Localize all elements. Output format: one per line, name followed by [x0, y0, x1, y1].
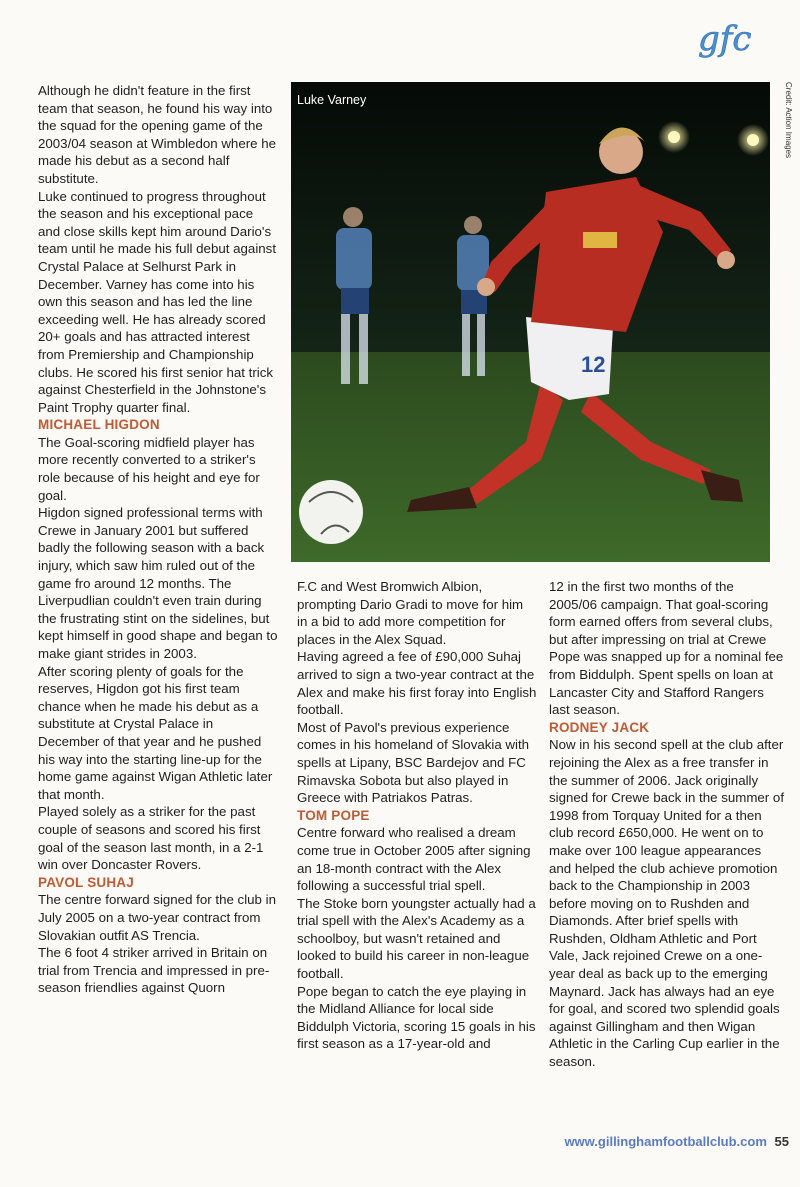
section-heading-tom-pope: TOM POPE	[297, 807, 370, 823]
section-heading-michael-higdon: MICHAEL HIGDON	[38, 417, 160, 433]
svg-text:gfc: gfc	[698, 19, 752, 59]
player-photo	[291, 82, 770, 562]
article-column-3	[549, 578, 784, 1071]
paragraph: The Goal-scoring midfield player has more recently converted to a striker's role because of his height and eye for goal.	[38, 434, 260, 503]
paragraph: Luke continued to progress throughout the season and his exceptional pace and close skills kept him around Dario's team until he made his full debut against Crystal Palace at Selhurst Park in December. Varney has come into his own this season and has led the line exceeding well. He has already scored 20+ goals and has attracted interest from Premiership and Championship clubs. He scored his first senior hat trick against Chesterfield in the Johnstone's Paint Trophy quarter final.	[38, 188, 277, 415]
section-heading-pavol-suhaj: PAVOL SUHAJ	[38, 874, 134, 890]
page-number: 55	[774, 1134, 789, 1149]
paragraph: Most of Pavol's previous experience comes in his homeland of Slovakia with spells at Lipany, BSC Bardejov and FC Rimavska Sobota but also played in Greece with Patriakos Patras.	[297, 719, 530, 806]
club-logo	[694, 14, 778, 62]
paragraph: F.C and West Bromwich Albion, prompting Dario Gradi to move for him in a bid to add more competition for places in the Alex Squad.	[297, 579, 524, 647]
paragraph: After scoring plenty of goals for the reserves, Higdon got his first team chance when he made his debut as a substitute at Crystal Palace in December of that year and he pushed his way into the starting line-up for the home game against Wigan Athletic later that month.	[38, 663, 273, 802]
paragraph: Having agreed a fee of £90,000 Suhaj arrived to sign a two-year contract at the Alex and make his first foray into English football.	[297, 649, 537, 718]
article-column-2	[297, 578, 537, 1053]
paragraph: Played solely as a striker for the past couple of seasons and scored his first goal of the season last month, in a 2-1 win over Doncaster Rovers.	[38, 804, 264, 873]
paragraph: The centre forward signed for the club in July 2005 on a two-year contract from Slovakian outfit AS Trencia.	[38, 892, 276, 943]
article-column-1	[38, 82, 278, 997]
footer-url: www.gillinghamfootballclub.com	[564, 1134, 767, 1149]
paragraph: Although he didn't feature in the first team that season, he found his way into the squad for the opening game of the 2003/04 season at Wimbledon where he made his debut as a second half substitute.	[38, 83, 277, 186]
paragraph: The 6 foot 4 striker arrived in Britain on trial from Trencia and impressed in pre-season friendlies against Quorn	[38, 945, 270, 996]
section-heading-rodney-jack: RODNEY JACK	[549, 719, 650, 735]
paragraph: Now in his second spell at the club after rejoining the Alex as a free transfer in the summer of 2006. Jack originally signed for Crewe back in the summer of 1998 from Torquay United for a then club record £650,000. He went on to make over 100 league appearances and helped the club achieve promotion back to the Championship in 2003 before moving on to Rushden and Diamonds. After brief spells with Rushden, Oldham Athletic and Port Vale, Jack rejoined Crewe on a one-year deal as back up to the emerging Maynard. Jack has always had an eye for goal, and scored two splendid goals against Gillingham and then Wigan Athletic in the Carling Cup earlier in the season.	[549, 737, 785, 1070]
photo-caption: Luke Varney	[297, 93, 367, 107]
paragraph: Centre forward who realised a dream come true in October 2005 after signing an 18-month contract with the Alex following a successful trial spell.	[297, 825, 531, 894]
photo-credit: Credit: Action Images	[784, 82, 793, 159]
paragraph: The Stoke born youngster actually had a trial spell with the Alex's Academy as a schoolboy, but wasn't retained and looked to build his career in non-league football.	[297, 895, 536, 982]
page-footer	[564, 1134, 789, 1149]
svg-text:12: 12	[581, 352, 606, 377]
paragraph: Higdon signed professional terms with Crewe in January 2001 but suffered badly the following season with a back injury, which saw him ruled out of the game fro around 12 months. The Liverpudlian couldn't even train during the frustrating stint on the sidelines, but kept himself in good shape and began to make giant strides in 2003.	[38, 505, 278, 661]
paragraph: Pope began to catch the eye playing in the Midland Alliance for local side Biddulph Victoria, scoring 15 goals in his first season as a 17-year-old and	[297, 983, 536, 1052]
paragraph: 12 in the first two months of the 2005/06 campaign. That goal-scoring form earned offers from several clubs, but after impressing on trial at Crewe Pope was snapped up for a nominal fee from Biddulph. Spent spells on loan at Lancaster City and Stafford Rangers last season.	[549, 579, 784, 718]
